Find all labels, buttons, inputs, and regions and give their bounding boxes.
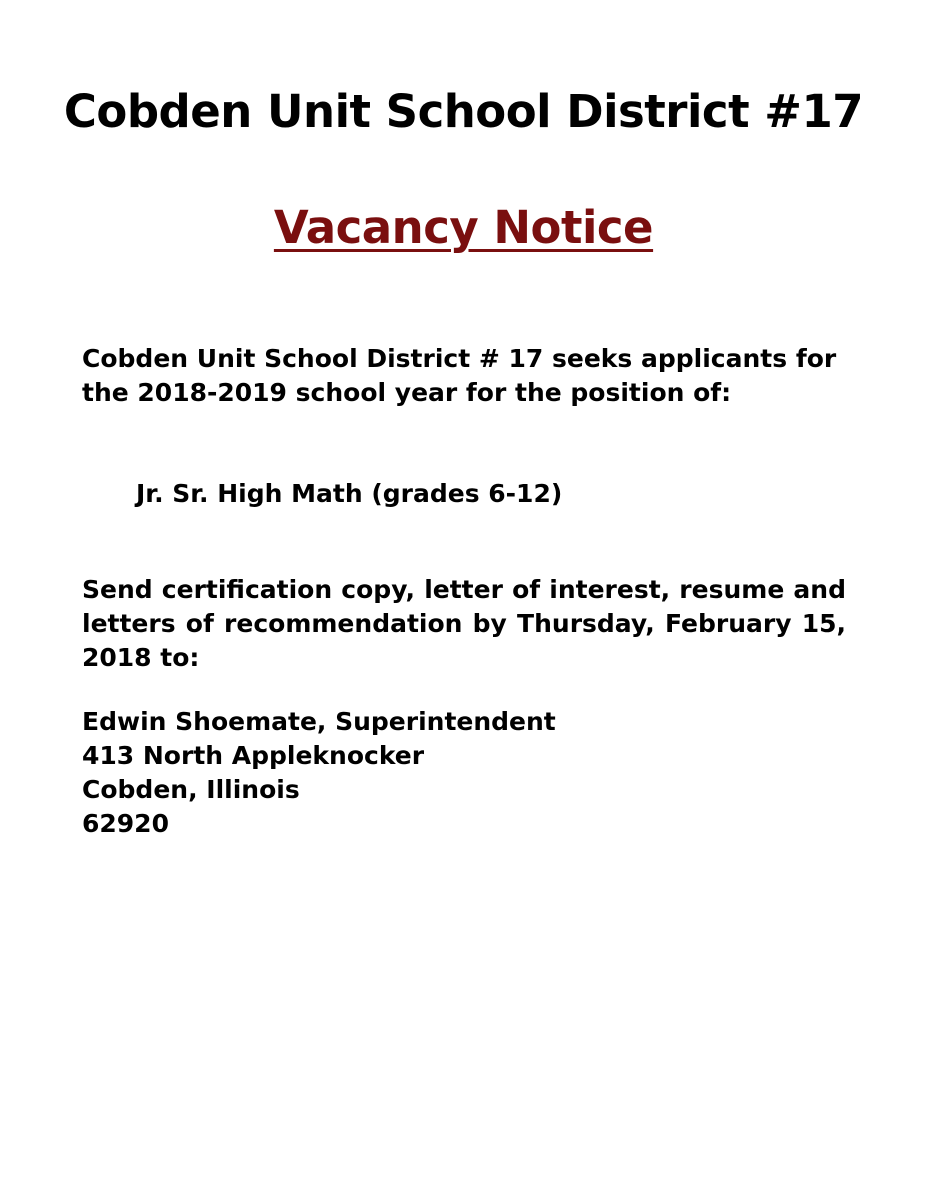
- application-instructions: Send certification copy, letter of interest, resume and letters of recommendation by Thursday, February 15, 2018 to:: [82, 575, 846, 672]
- contact-city-state: Cobden, Illinois: [82, 775, 300, 804]
- intro-line: the 2018-2019 school year for the position of:: [82, 378, 732, 407]
- contact-name-title: Edwin Shoemate, Superintendent: [82, 707, 556, 736]
- contact-zip: 62920: [82, 809, 169, 838]
- contact-city-line: [82, 773, 846, 841]
- intro-line: Cobden Unit School District # 17 seeks applicants for: [82, 344, 837, 373]
- vacancy-notice-heading: Vacancy Notice: [273, 201, 654, 254]
- contact-street: 413 North Appleknocker: [82, 741, 425, 770]
- mailing-address: [82, 705, 846, 841]
- intro-paragraph: [82, 342, 846, 410]
- position-title: Jr. Sr. High Math (grades 6-12): [136, 479, 563, 508]
- district-heading: Cobden Unit School District #17: [63, 85, 864, 138]
